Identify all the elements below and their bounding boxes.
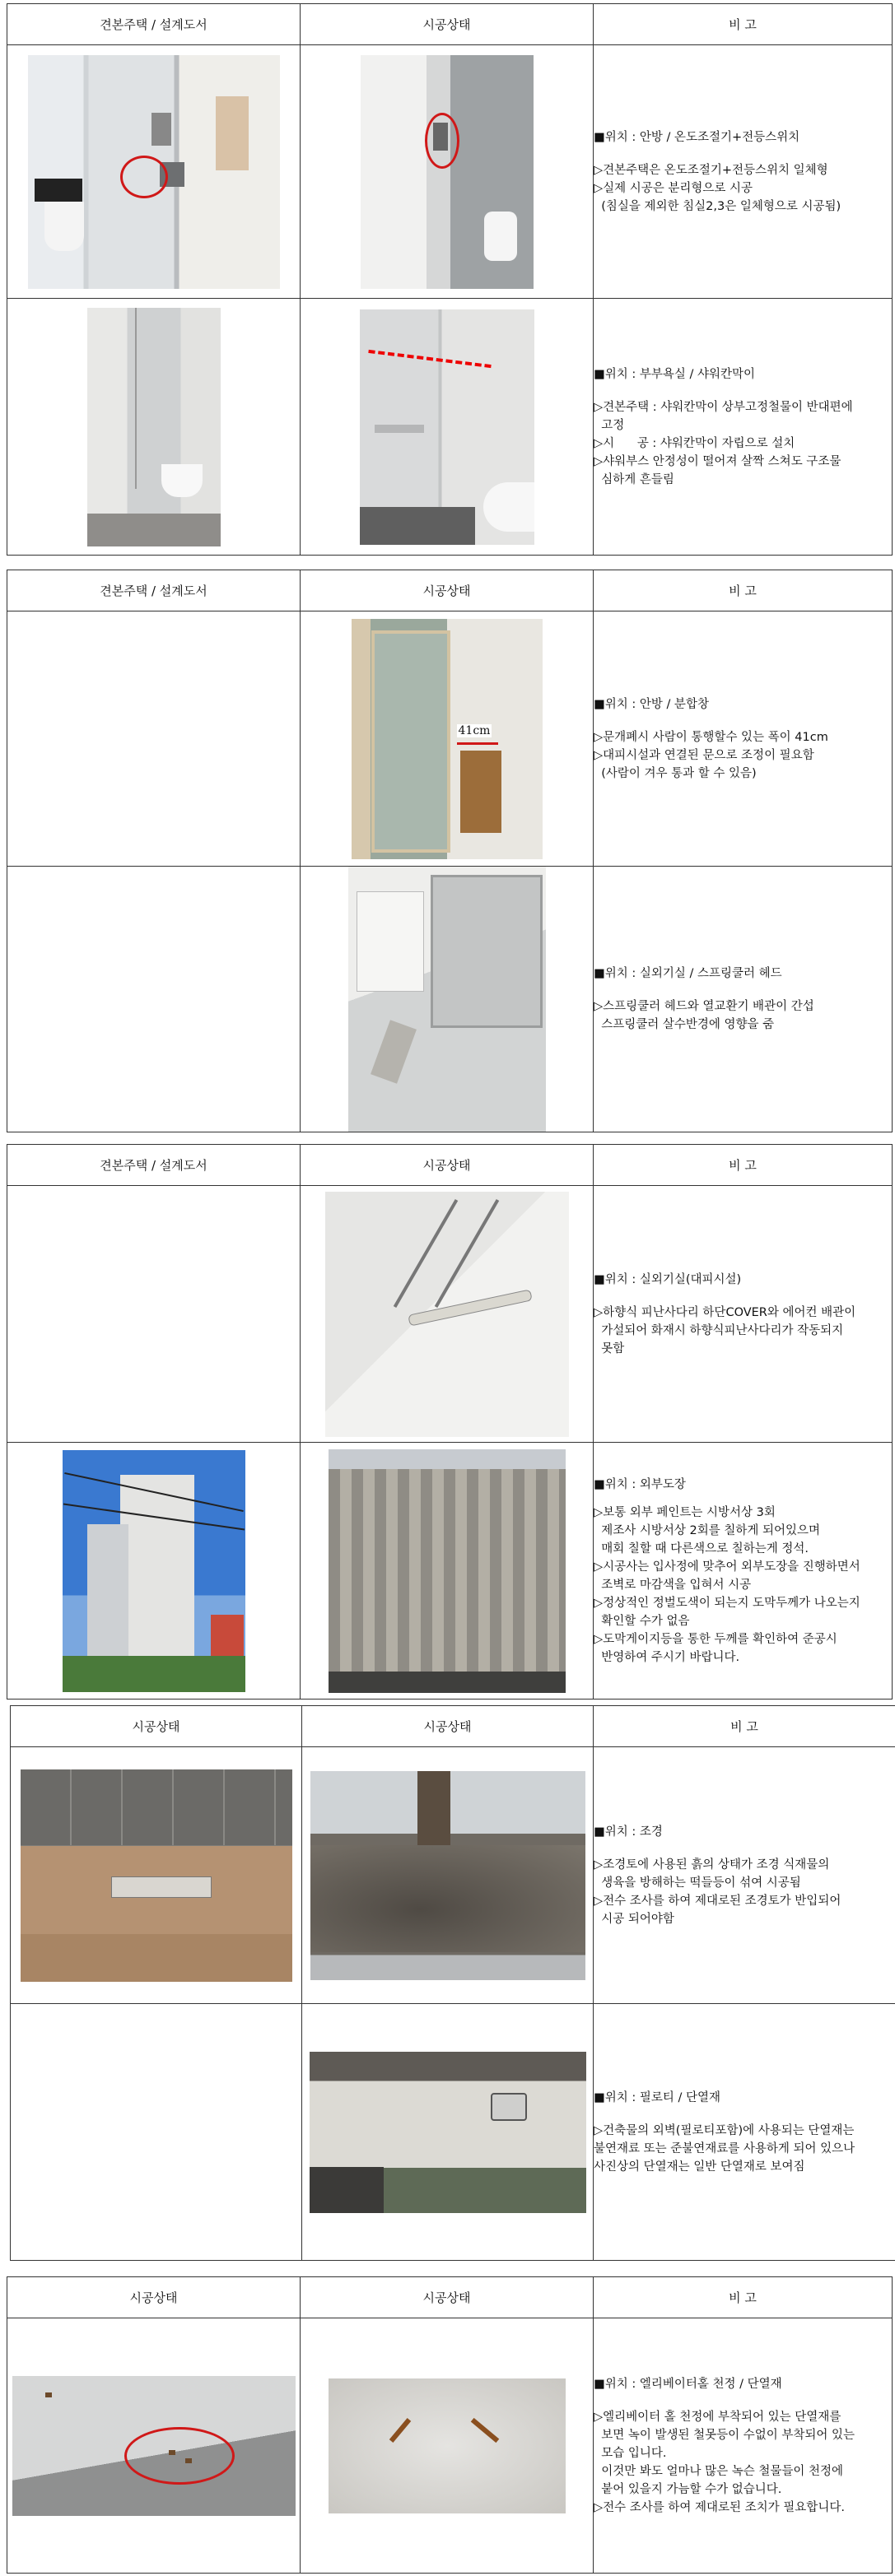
piloti-insulation-photo (310, 2052, 586, 2213)
column-header: 시공상태 (7, 2277, 301, 2318)
remark-line: 사진상의 단열재는 일반 단열재로 보여짐 (594, 2160, 805, 2174)
construction-sprinkler-photo (348, 867, 546, 1132)
table-row (7, 2318, 893, 2574)
inspection-table-3 (7, 1144, 893, 1700)
model-house-photo-cell (7, 45, 301, 299)
inspection-table-4 (10, 1705, 895, 2261)
remarks-cell (594, 1186, 893, 1443)
remark-line: 가설되어 화재시 하향식피난사다리가 작동되지 (594, 1323, 844, 1337)
remarks-cell (594, 2004, 895, 2261)
column-header: 비 고 (594, 570, 893, 611)
remark-title: ■위치 : 외부도장 (594, 1477, 686, 1491)
table-row (7, 867, 893, 1132)
remark-line: ▷견본주택 : 샤워칸막이 상부고정철물이 반대편에 (594, 400, 853, 414)
remark-line: ▷보통 외부 페인트는 시방서상 3회 (594, 1505, 776, 1519)
construction-photo-cell (301, 45, 594, 299)
remark-title: ■위치 : 필로티 / 단열재 (594, 2090, 720, 2104)
remark-line: ▷시 공 : 샤워칸막이 자립으로 설치 (594, 436, 795, 450)
remark-line: 스프링쿨러 살수반경에 영향을 줌 (594, 1018, 775, 1031)
construction-photo-cell (301, 299, 594, 556)
construction-ladder-photo (325, 1192, 569, 1437)
inspection-table-2 (7, 570, 893, 1132)
column-header: 비 고 (594, 2277, 893, 2318)
construction-photo-cell (301, 1443, 594, 1700)
column-header: 비 고 (594, 4, 893, 45)
remark-line: ▷시공사는 입사정에 맞추어 외부도장을 진행하면서 (594, 1560, 860, 1574)
remark-line: (침실을 제외한 침실2,3은 일체형으로 시공됨) (594, 199, 841, 213)
remark-line: ▷대피시설과 연결된 문으로 조정이 필요함 (594, 748, 814, 762)
remark-line: 보면 녹이 발생된 철못등이 수없이 부착되어 있는 (594, 2428, 855, 2442)
model-house-photo-cell (7, 1443, 301, 1700)
remark-line: 고정 (594, 418, 625, 432)
construction-photo-cell (302, 2004, 594, 2261)
remarks-cell (594, 1443, 893, 1700)
remark-line: ▷견본주택은 온도조절기+전등스위치 일체형 (594, 163, 828, 177)
table-row (11, 1747, 895, 2004)
remark-title: ■위치 : 실외기실 / 스프링쿨러 헤드 (594, 967, 782, 980)
inspection-table-5 (7, 2276, 893, 2574)
remark-line: 조벽로 마감색을 입혀서 시공 (594, 1578, 752, 1592)
remark-line: 모습 입니다. (594, 2446, 667, 2460)
construction-photo-cell (7, 2318, 301, 2574)
remark-line: 매회 칠할 때 다른색으로 칠하는게 정석. (594, 1541, 809, 1555)
remark-line: ▷정상적인 정벌도색이 되는지 도막두께가 나오는지 (594, 1596, 860, 1610)
remark-title: ■위치 : 부부욕실 / 샤워칸막이 (594, 367, 755, 381)
remark-title: ■위치 : 안방 / 분합창 (594, 697, 709, 711)
remarks-cell (594, 1747, 895, 2004)
column-header: 시공상태 (11, 1706, 302, 1747)
column-header: 시공상태 (301, 2277, 594, 2318)
remark-title: ■위치 : 엘리베이터홀 천정 / 단열재 (594, 2377, 782, 2391)
column-header: 시공상태 (302, 1706, 594, 1747)
empty-photo-cell (7, 611, 301, 867)
construction-photo-cell (301, 2318, 594, 2574)
remark-line: ▷스프링쿨러 헤드와 열교환기 배관이 간섭 (594, 1000, 814, 1013)
remark-line: ▷도막게이지등을 통한 두께를 확인하여 준공시 (594, 1632, 837, 1646)
construction-photo-cell (301, 611, 594, 867)
remark-title: ■위치 : 실외기실(대피시설) (594, 1272, 742, 1286)
construction-photo-cell (301, 867, 594, 1132)
remark-title: ■위치 : 조경 (594, 1825, 663, 1839)
landscape-soil-photo-2 (310, 1771, 585, 1980)
column-header: 견본주택 / 설계도서 (7, 1145, 301, 1186)
empty-photo-cell (7, 867, 301, 1132)
table-row (7, 1186, 893, 1443)
remark-line: 이것만 봐도 얼마나 많은 녹슨 철물들이 천정에 (594, 2464, 844, 2478)
column-header: 견본주택 / 설계도서 (7, 4, 301, 45)
remark-line: ▷문개폐시 사람이 통행할수 있는 폭이 41cm (594, 730, 828, 744)
remark-line: ▷조경토에 사용된 흙의 상태가 조경 식재물의 (594, 1858, 830, 1872)
construction-photo-cell (302, 1747, 594, 2004)
table-row (7, 611, 893, 867)
exterior-paint-photo (329, 1449, 566, 1693)
remark-line: 시공 되어야함 (594, 1912, 674, 1926)
column-header: 견본주택 / 설계도서 (7, 570, 301, 611)
remarks-cell (594, 867, 893, 1132)
empty-photo-cell (7, 1186, 301, 1443)
remark-line: 심하게 흔들림 (594, 472, 674, 486)
table-row (7, 45, 893, 299)
remark-line: 불연재료 또는 준불연재료를 사용하게 되어 있으나 (594, 2141, 855, 2155)
construction-switch-photo (361, 55, 534, 289)
remark-line: 못함 (594, 1341, 625, 1355)
elevator-ceiling-photo-1 (12, 2376, 296, 2516)
column-header: 비 고 (594, 1706, 895, 1747)
remark-line: ▷건축물의 외벽(필로티포함)에 사용되는 단열재는 (594, 2123, 855, 2137)
empty-photo-cell (11, 2004, 302, 2261)
elevator-ceiling-photo-2 (329, 2378, 566, 2513)
remarks-cell (594, 2318, 893, 2574)
remark-line: ▷전수 조사를 하여 제대로된 조경토가 반입되어 (594, 1894, 841, 1908)
remark-line: ▷하향식 피난사다리 하단COVER와 에어컨 배관이 (594, 1305, 856, 1319)
remark-line: 붙어 있을지 가늠할 수가 없습니다. (594, 2482, 782, 2496)
inspection-table-1 (7, 3, 893, 556)
remark-line: ▷전수 조사를 하여 제대로된 조치가 필요합니다. (594, 2500, 845, 2514)
remark-line: ▷실제 시공은 분리형으로 시공 (594, 181, 753, 195)
remark-line: 생육을 방해하는 떡들등이 섞여 시공됨 (594, 1876, 801, 1890)
remark-title: ■위치 : 안방 / 온도조절기+전등스위치 (594, 130, 800, 144)
remark-line: ▷샤워부스 안정성이 떨어져 살짝 스쳐도 구조물 (594, 454, 841, 468)
remarks-cell (594, 611, 893, 867)
remarks-cell (594, 299, 893, 556)
remark-line: (사람이 겨우 통과 할 수 있음) (594, 766, 757, 780)
model-house-photo-cell (7, 299, 301, 556)
column-header: 시공상태 (301, 1145, 594, 1186)
construction-photo-cell (301, 1186, 594, 1443)
width-measure-label: 41cm (458, 723, 491, 737)
apartment-exterior-photo (63, 1450, 245, 1692)
remark-line: 반영하여 주시기 바랍니다. (594, 1650, 740, 1664)
table-row (7, 299, 893, 556)
table-row (11, 2004, 895, 2261)
column-header: 시공상태 (301, 570, 594, 611)
column-header: 시공상태 (301, 4, 594, 45)
construction-shower-photo (360, 309, 534, 545)
column-header: 비 고 (594, 1145, 893, 1186)
model-house-switch-photo (28, 55, 280, 289)
landscape-soil-photo-1 (21, 1769, 292, 1982)
remark-line: 제조사 시방서상 2회를 칠하게 되어있으며 (594, 1523, 820, 1537)
construction-photo-cell (11, 1747, 302, 2004)
remark-line: 확인할 수가 없음 (594, 1614, 690, 1628)
construction-window-photo (352, 619, 543, 859)
remarks-cell (594, 45, 893, 299)
table-row (7, 1443, 893, 1700)
remark-line: ▷엘리베이터 홀 천정에 부착되어 있는 단열재를 (594, 2410, 841, 2424)
model-house-shower-photo (87, 308, 221, 546)
